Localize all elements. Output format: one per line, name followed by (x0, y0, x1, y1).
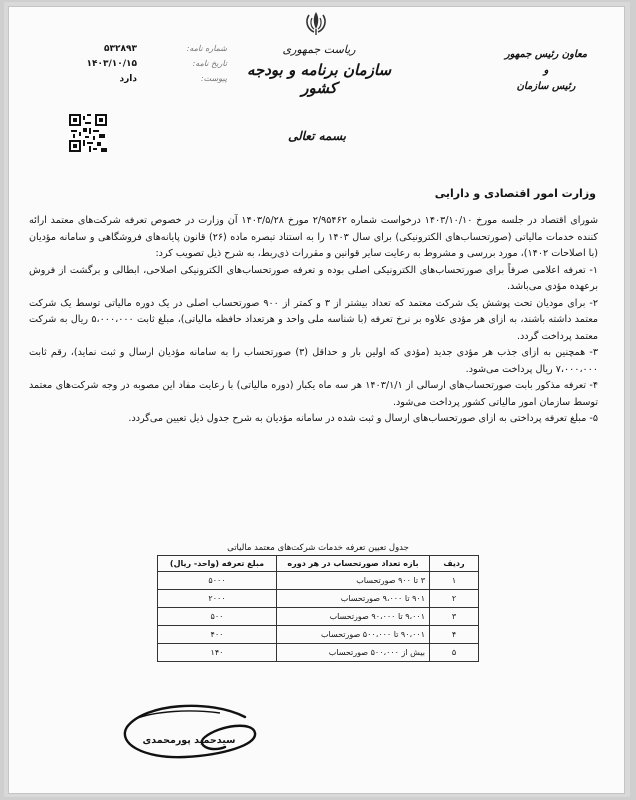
tariff-amount: ۵۰۰ (158, 608, 277, 626)
invoice-range: بیش از ۵۰۰،۰۰۰ صورتحساب (277, 644, 430, 662)
invoice-range: ۹۰۱ تا ۹،۰۰۰ صورتحساب (277, 590, 430, 608)
sender-title-line1: معاون رئیس جمهور (504, 49, 588, 60)
clause-4: ۴- تعرفه مذکور بابت صورتحساب‌های ارسالی از ۱۴۰۳/۱/۱ هر سه ماه یکبار (دوره مالیاتی) با رعایت مفاد این مصوبه در وجه شرکت‌های معتمد توسط سازمان امور مالیاتی کشور پرداخت می‌شود. (29, 380, 598, 408)
tariff-amount: ۱۴۰ (158, 644, 277, 662)
clause-3: ۳- همچنین به ازای جذب هر مؤدی جدید (مؤدی که اولین بار و حداقل (۳) صورتحساب را به سامانه مؤدیان ارسال و ثبت نماید)، رقم ثابت ۷،۰۰۰،۰۰۰ ریال پرداخت می‌شود. (29, 347, 598, 375)
tariff-amount: ۵۰۰۰ (158, 572, 277, 590)
qr-code-icon (69, 114, 107, 152)
letter-meta (47, 41, 227, 86)
signature-scribble-icon (115, 697, 265, 769)
intro-paragraph: شورای اقتصاد در جلسه مورخ ۱۴۰۳/۱۰/۱۰ درخواست شماره ۲/۹۵۴۶۲ مورخ ۱۴۰۳/۵/۲۸ آن وزارت در خصوص تعرفه شرکت‌های معتمد ارائه کننده خدمات مالیاتی (صورتحساب‌های الکترونیکی) برای سال ۱۴۰۳ را به استناد تبصره ماده (۲۶) قانون پایانه‌های فروشگاهی و سامانه مؤدیان (با اصلاحات ۱۴۰۲)، مورد بررسی و مشروط به رعایت سایر قوانین و مقررات ذی‌ربط، به شرح ذیل تصویب کرد: (29, 215, 598, 259)
sender-title-line2: و (543, 65, 549, 76)
column-header-row-number: ردیف (430, 556, 479, 572)
recipient: وزارت امور اقتصادی و دارایی (434, 187, 596, 200)
presidency-label: ریاست جمهوری (282, 43, 356, 56)
letter-date: ۱۴۰۳/۱۰/۱۵ (86, 58, 137, 69)
letter-date-label: تاریخ نامه: (192, 59, 227, 68)
table-row (158, 572, 479, 590)
invoice-range: ۹،۰۰۱ تا ۹۰،۰۰۰ صورتحساب (277, 608, 430, 626)
organization-title: سازمان برنامه و بودجه کشور (246, 61, 392, 97)
basmala: بسمه تعالی (287, 129, 347, 143)
tariff-table (157, 555, 479, 662)
column-header-range: بازه تعداد صورتحساب در هر دوره (277, 556, 430, 572)
table-row (158, 644, 479, 662)
letter-page (8, 6, 625, 794)
invoice-range: ۹۰،۰۰۱ تا ۵۰۰،۰۰۰ صورتحساب (277, 626, 430, 644)
tariff-amount: ۲۰۰۰ (158, 590, 277, 608)
tariff-table-block (157, 543, 479, 662)
table-row (158, 608, 479, 626)
letter-body (29, 213, 598, 428)
attachment-value: دارد (119, 73, 137, 84)
clause-2: ۲- برای مودیان تحت پوشش یک شرکت معتمد که تعداد بیشتر از ۳ و کمتر از ۹۰۰ صورتحساب اصلی در یک دوره مالیاتی توسط یک شرکت معتمد داشته باشند، به ازای هر مؤدی علاوه بر نرخ تعرفه (با شناسه ملی واحد و هرتعداد حافظه مالیاتی)، مبلغ ثابت ۵،۰۰۰،۰۰۰ ریال به شرکت معتمد پرداخت گردد. (29, 297, 598, 342)
letter-number: ۵۳۲۸۹۳ (104, 43, 137, 54)
row-number: ۴ (430, 626, 479, 644)
sender-title (496, 47, 596, 95)
table-row (158, 626, 479, 644)
column-header-amount: مبلغ تعرفه (واحد- ریال) (158, 556, 277, 572)
clause-1: ۱- تعرفه اعلامی صرفاً برای صورتحساب‌های الکترونیکی اصلی بوده و تعرفه صورتحساب‌های الکترونیکی اصلاحی، ابطالی و برگشت از فروش برعهده مؤدی می‌باشد. (29, 264, 598, 292)
clause-5: ۵- مبلغ تعرفه پرداختی به ازای صورتحساب‌های ارسال و ثبت شده در سامانه مؤدیان به شرح جدول ذیل تعیین می‌گردد. (128, 413, 598, 424)
tariff-amount: ۴۰۰ (158, 626, 277, 644)
invoice-range: ۳ تا ۹۰۰ صورتحساب (277, 572, 430, 590)
row-number: ۱ (430, 572, 479, 590)
table-header-row (158, 556, 479, 572)
signatory-name: سیدحمید پورمحمدی (142, 735, 236, 746)
sender-title-line3: رئیس سازمان (516, 81, 576, 92)
row-number: ۲ (430, 590, 479, 608)
table-row (158, 590, 479, 608)
attachment-label: پیوست: (200, 74, 227, 83)
row-number: ۵ (430, 644, 479, 662)
letter-number-label: شماره نامه: (186, 44, 227, 53)
table-title: جدول تعیین تعرفه خدمات شرکت‌های معتمد مالیاتی (227, 543, 409, 553)
row-number: ۳ (430, 608, 479, 626)
iran-emblem-icon (301, 9, 331, 37)
